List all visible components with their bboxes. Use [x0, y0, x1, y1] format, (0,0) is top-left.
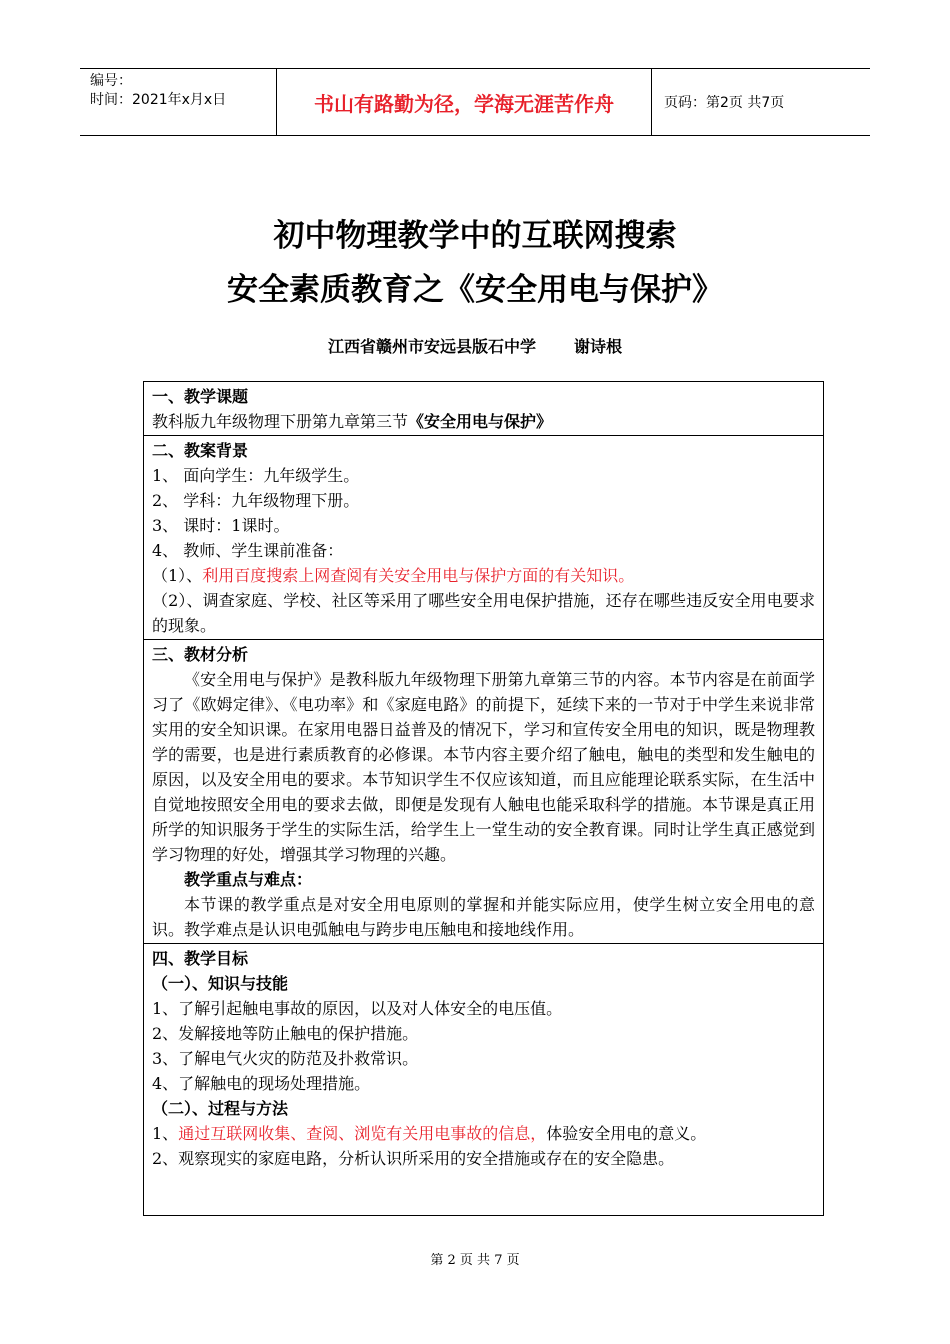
list-item: 2、 学科：九年级物理下册。 [152, 491, 360, 510]
sub-heading: （一）、知识与技能 [152, 974, 289, 993]
author-line [0, 334, 950, 357]
section-topic [144, 382, 823, 436]
key-points-paragraph: 本节课的教学重点是对安全用电原则的掌握和并能实际应用，使学生树立安全用电的意识。教学难点是认识电弧触电与跨步电压触电和接地线作用。 [152, 895, 815, 939]
topic-text [152, 409, 815, 434]
list-item: 2、发解接地等防止触电的保护措施。 [152, 1024, 419, 1043]
item-prefix: 1、 [152, 1124, 179, 1143]
section-heading: 二、教案背景 [152, 441, 249, 460]
analysis-paragraph: 《安全用电与保护》是教科版九年级物理下册第九章第三节的内容。本节内容是在前面学习了《欧姆定律》、《电功率》和《家庭电路》的前提下，延续下来的一节对于中学生来说非常实用的安全知识课。在家用电器日益普及的情况下，学习和宣传安全用电的知识，既是物理教学的需要，也是进行素质教育的必修课。本节内容主要介绍了触电，触电的类型和发生触电的原因，以及安全用电的要求。本节知识学生不仅应该知道，而且应能理论联系实际，在生活中自觉地按照安全用电的要求去做，即便是发现有人触电也能采取科学的措施。本节课是真正用所学的知识服务于学生的实际生活，给学生上一堂生动的安全教育课。同时让学生真正感觉到学习物理的好处，增强其学习物理的兴趣。 [152, 670, 815, 864]
section-heading: 四、教学目标 [152, 949, 249, 968]
page-header [80, 68, 870, 136]
author-school: 江西省赣州市安远县版石中学 [327, 337, 536, 356]
doc-title-line1: 初中物理教学中的互联网搜索 [273, 218, 677, 254]
item-rest: 体验安全用电的意义。 [546, 1124, 707, 1143]
highlight-text: 通过互联网收集、查阅、浏览有关用电事故的信息， [178, 1124, 547, 1143]
list-item: （2）、调查家庭、学校、社区等采用了哪些安全用电保护措施，还存在哪些违反安全用电要求的现象。 [152, 591, 815, 635]
list-item: 4、了解触电的现场处理措施。 [152, 1074, 371, 1093]
header-meta [80, 69, 277, 135]
list-item: 3、 课时：1课时。 [152, 516, 290, 535]
sub-prefix: （1）、 [152, 566, 203, 585]
section-heading: 一、教学课题 [152, 387, 249, 406]
number-label: 编号： [90, 73, 132, 89]
list-item: 4、 教师、学生课前准备： [152, 541, 344, 560]
sub-heading: （二）、过程与方法 [152, 1099, 289, 1118]
list-item: 1、了解引起触电事故的原因，以及对人体安全的电压值。 [152, 999, 563, 1018]
list-item [152, 563, 815, 588]
key-points-heading: 教学重点与难点： [184, 870, 313, 889]
author-name: 谢诗根 [574, 337, 623, 356]
highlight-text: 利用百度搜索上网查阅有关安全用电与保护方面的有关知识。 [202, 566, 635, 585]
list-item: 1、 面向学生：九年级学生。 [152, 466, 360, 485]
list-item: 3、了解电气火灾的防范及扑救常识。 [152, 1049, 419, 1068]
section-analysis [144, 640, 823, 944]
lesson-table [143, 381, 824, 1216]
doc-title-line2: 安全素质教育之《安全用电与保护》 [227, 272, 723, 308]
section-heading: 三、教材分析 [152, 645, 249, 664]
list-item: 2、观察现实的家庭电路，分析认识所采用的安全措施或存在的安全隐患。 [152, 1149, 675, 1168]
section-objectives [144, 944, 823, 1172]
time-label: 时间：2021年x月x日 [90, 92, 227, 108]
topic-bold: 《安全用电与保护》 [408, 412, 553, 431]
header-page-code: 页码：第2页 共7页 [664, 95, 785, 111]
page-footer: 第 2 页 共 7 页 [430, 1253, 520, 1268]
topic-plain: 教科版九年级物理下册第九章第三节 [152, 412, 409, 431]
header-motto: 书山有路勤为径，学海无涯苦作舟 [277, 69, 652, 135]
list-item [152, 1121, 815, 1146]
section-background [144, 436, 823, 640]
